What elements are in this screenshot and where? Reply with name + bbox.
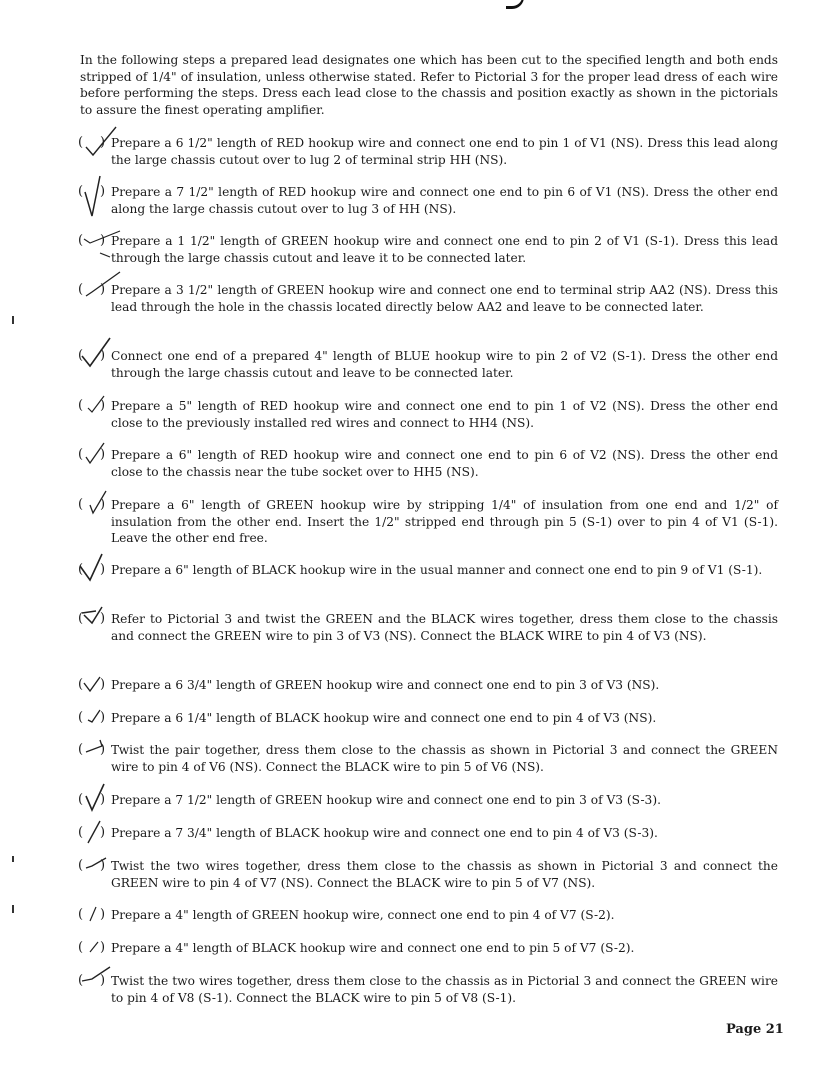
step-4 [78, 282, 778, 315]
step-checkbox[interactable]: ( ) [78, 184, 110, 202]
step-checkbox[interactable]: ( ) [78, 825, 110, 843]
checkmark-icon [80, 815, 120, 849]
step-12 [78, 710, 778, 727]
step-text: Twist the two wires together, dress them close to the chassis as in Pictorial 3 and connect the GREEN wire to pin 4 of V8 (S-1). Connect the BLACK wire to pin 5 of V8 (S-1). [111, 974, 778, 1005]
step-checkbox[interactable]: ( ) [78, 710, 110, 728]
checkmark-icon [80, 601, 120, 631]
checkmark-icon [80, 848, 120, 878]
step-text: Prepare a 6" length of GREEN hookup wire by stripping 1/4" of insulation from one end and 1/2" of insulation from the other end. Insert the 1/2" stripped end through pin 5 (S-1) over to pin 4 of V1 (S-1). Leave the other end free. [111, 498, 778, 546]
step-checkbox[interactable]: ( ) [78, 233, 110, 251]
checkmark-icon [80, 552, 120, 586]
step-1 [78, 135, 778, 168]
checkmark-icon [80, 174, 120, 222]
checkmark-icon [80, 338, 120, 374]
step-text: Twist the two wires together, dress them close to the chassis as shown in Pictorial 3 and connect the GREEN wire to pin 4 of V7 (NS). Connect the BLACK wire to pin 5 of V7 (NS). [111, 859, 778, 890]
step-checkbox[interactable]: ( ) [78, 858, 110, 876]
step-5 [78, 348, 778, 381]
step-checkbox[interactable]: ( ) [78, 940, 110, 958]
step-10 [78, 611, 778, 644]
checkmark-icon [80, 930, 120, 960]
step-checkbox[interactable]: ( ) [78, 973, 110, 991]
step-11 [78, 677, 778, 694]
step-text: Prepare a 6 3/4" length of GREEN hookup wire and connect one end to pin 3 of V3 (NS). [111, 678, 660, 692]
checkmark-icon [80, 272, 130, 312]
checkmark-icon [80, 963, 120, 997]
step-8 [78, 497, 778, 547]
step-text: Prepare a 6" length of BLACK hookup wire in the usual manner and connect one end to pin 9 of V1 (S-1). [111, 563, 763, 577]
step-checkbox[interactable]: ( ) [78, 398, 110, 416]
step-checkbox[interactable]: ( ) [78, 447, 110, 465]
step-text: Prepare a 6" length of RED hookup wire and connect one end to pin 6 of V2 (NS). Dress the other end close to the chassis near the tube socket over to HH5 (NS). [111, 448, 778, 479]
margin-mark [12, 905, 14, 913]
checkmark-icon [80, 388, 120, 418]
step-checkbox[interactable]: ( ) [78, 282, 110, 300]
step-text: Twist the pair together, dress them close to the chassis as shown in Pictorial 3 and connect the GREEN wire to pin 4 of V6 (NS). Connect the BLACK wire to pin 5 of V6 (NS). [111, 743, 778, 774]
step-2 [78, 184, 778, 217]
checkmark-icon [80, 667, 120, 697]
step-checkbox[interactable]: ( ) [78, 611, 110, 629]
checkmark-icon [80, 223, 130, 263]
step-19 [78, 973, 778, 1006]
step-text: Prepare a 4" length of GREEN hookup wire, connect one end to pin 4 of V7 (S-2). [111, 908, 615, 922]
step-checkbox[interactable]: ( ) [78, 497, 110, 515]
step-16 [78, 858, 778, 891]
step-13 [78, 742, 778, 775]
step-text: Prepare a 5" length of RED hookup wire and connect one end to pin 1 of V2 (NS). Dress the other end close to the previously installed red wires and connect to HH4 (NS). [111, 399, 778, 430]
step-text: Refer to Pictorial 3 and twist the GREEN and the BLACK wires together, dress them close to the chassis and connect the GREEN wire to pin 3 of V3 (NS). Connect the BLACK WIRE to pin 4 of V3 (NS). [111, 612, 778, 643]
step-7 [78, 447, 778, 480]
step-checkbox[interactable]: ( ) [78, 135, 110, 153]
step-checkbox[interactable]: ( ) [78, 742, 110, 760]
intro-paragraph: In the following steps a prepared lead designates one which has been cut to the specified length and both ends stripped of 1/4" of insulation, unless otherwise stated. Refer to Pictorial 3 for the proper lead dress of each wire before performing the steps. Dress each lead close to the chassis and position exactly as shown in the pictorials to assure the finest operating amplifier. [80, 53, 778, 117]
step-9 [78, 562, 778, 579]
step-3 [78, 233, 778, 266]
step-17 [78, 907, 778, 924]
step-checkbox[interactable]: ( ) [78, 792, 110, 810]
page-number: Page 21 [726, 1022, 784, 1037]
step-checkbox[interactable]: ( ) [78, 348, 110, 366]
checkmark-icon [80, 487, 120, 521]
step-18 [78, 940, 778, 957]
checkmark-icon [80, 700, 120, 730]
step-text: Prepare a 6 1/4" length of BLACK hookup wire and connect one end to pin 4 of V3 (NS). [111, 711, 657, 725]
step-text: Prepare a 6 1/2" length of RED hookup wire and connect one end to pin 1 of V1 (NS). Dress this lead along the large chassis cutout over to lug 2 of terminal strip HH (NS). [111, 136, 778, 167]
step-text: Prepare a 1 1/2" length of GREEN hookup wire and connect one end to pin 2 of V1 (S-1). Dress this lead through the large chassis cutout and leave it to be connected later. [111, 234, 778, 265]
step-checkbox[interactable]: ( ) [78, 907, 110, 925]
checkmark-icon [80, 732, 120, 762]
step-checkbox[interactable]: ( ) [78, 677, 110, 695]
step-text: Prepare a 7 1/2" length of RED hookup wire and connect one end to pin 6 of V1 (NS). Dress the other end along the large chassis cutout over to lug 3 of HH (NS). [111, 185, 778, 216]
step-text: Prepare a 4" length of BLACK hookup wire and connect one end to pin 5 of V7 (S-2). [111, 941, 635, 955]
step-14 [78, 792, 778, 809]
checkmark-icon [80, 437, 120, 467]
step-text: Prepare a 7 3/4" length of BLACK hookup wire and connect one end to pin 4 of V3 (S-3). [111, 826, 658, 840]
checkmark-icon [80, 782, 120, 816]
checkmark-icon [80, 125, 120, 159]
step-text: Connect one end of a prepared 4" length of BLUE hookup wire to pin 2 of V2 (S-1). Dress the other end through the large chassis cutout and leave to be connected later. [111, 349, 778, 380]
step-text: Prepare a 7 1/2" length of GREEN hookup wire and connect one end to pin 3 of V3 (S-3). [111, 793, 661, 807]
margin-mark [12, 316, 14, 324]
step-15 [78, 825, 778, 842]
top-edge-mark [506, 0, 524, 9]
margin-mark [12, 856, 14, 862]
step-text: Prepare a 3 1/2" length of GREEN hookup wire and connect one end to terminal strip AA2 (NS). Dress this lead through the hole in the chassis located directly below AA2 and leave to be connected later. [111, 283, 778, 314]
checkmark-icon [80, 897, 120, 927]
step-6 [78, 398, 778, 431]
step-checkbox[interactable]: ( ) [78, 562, 110, 580]
